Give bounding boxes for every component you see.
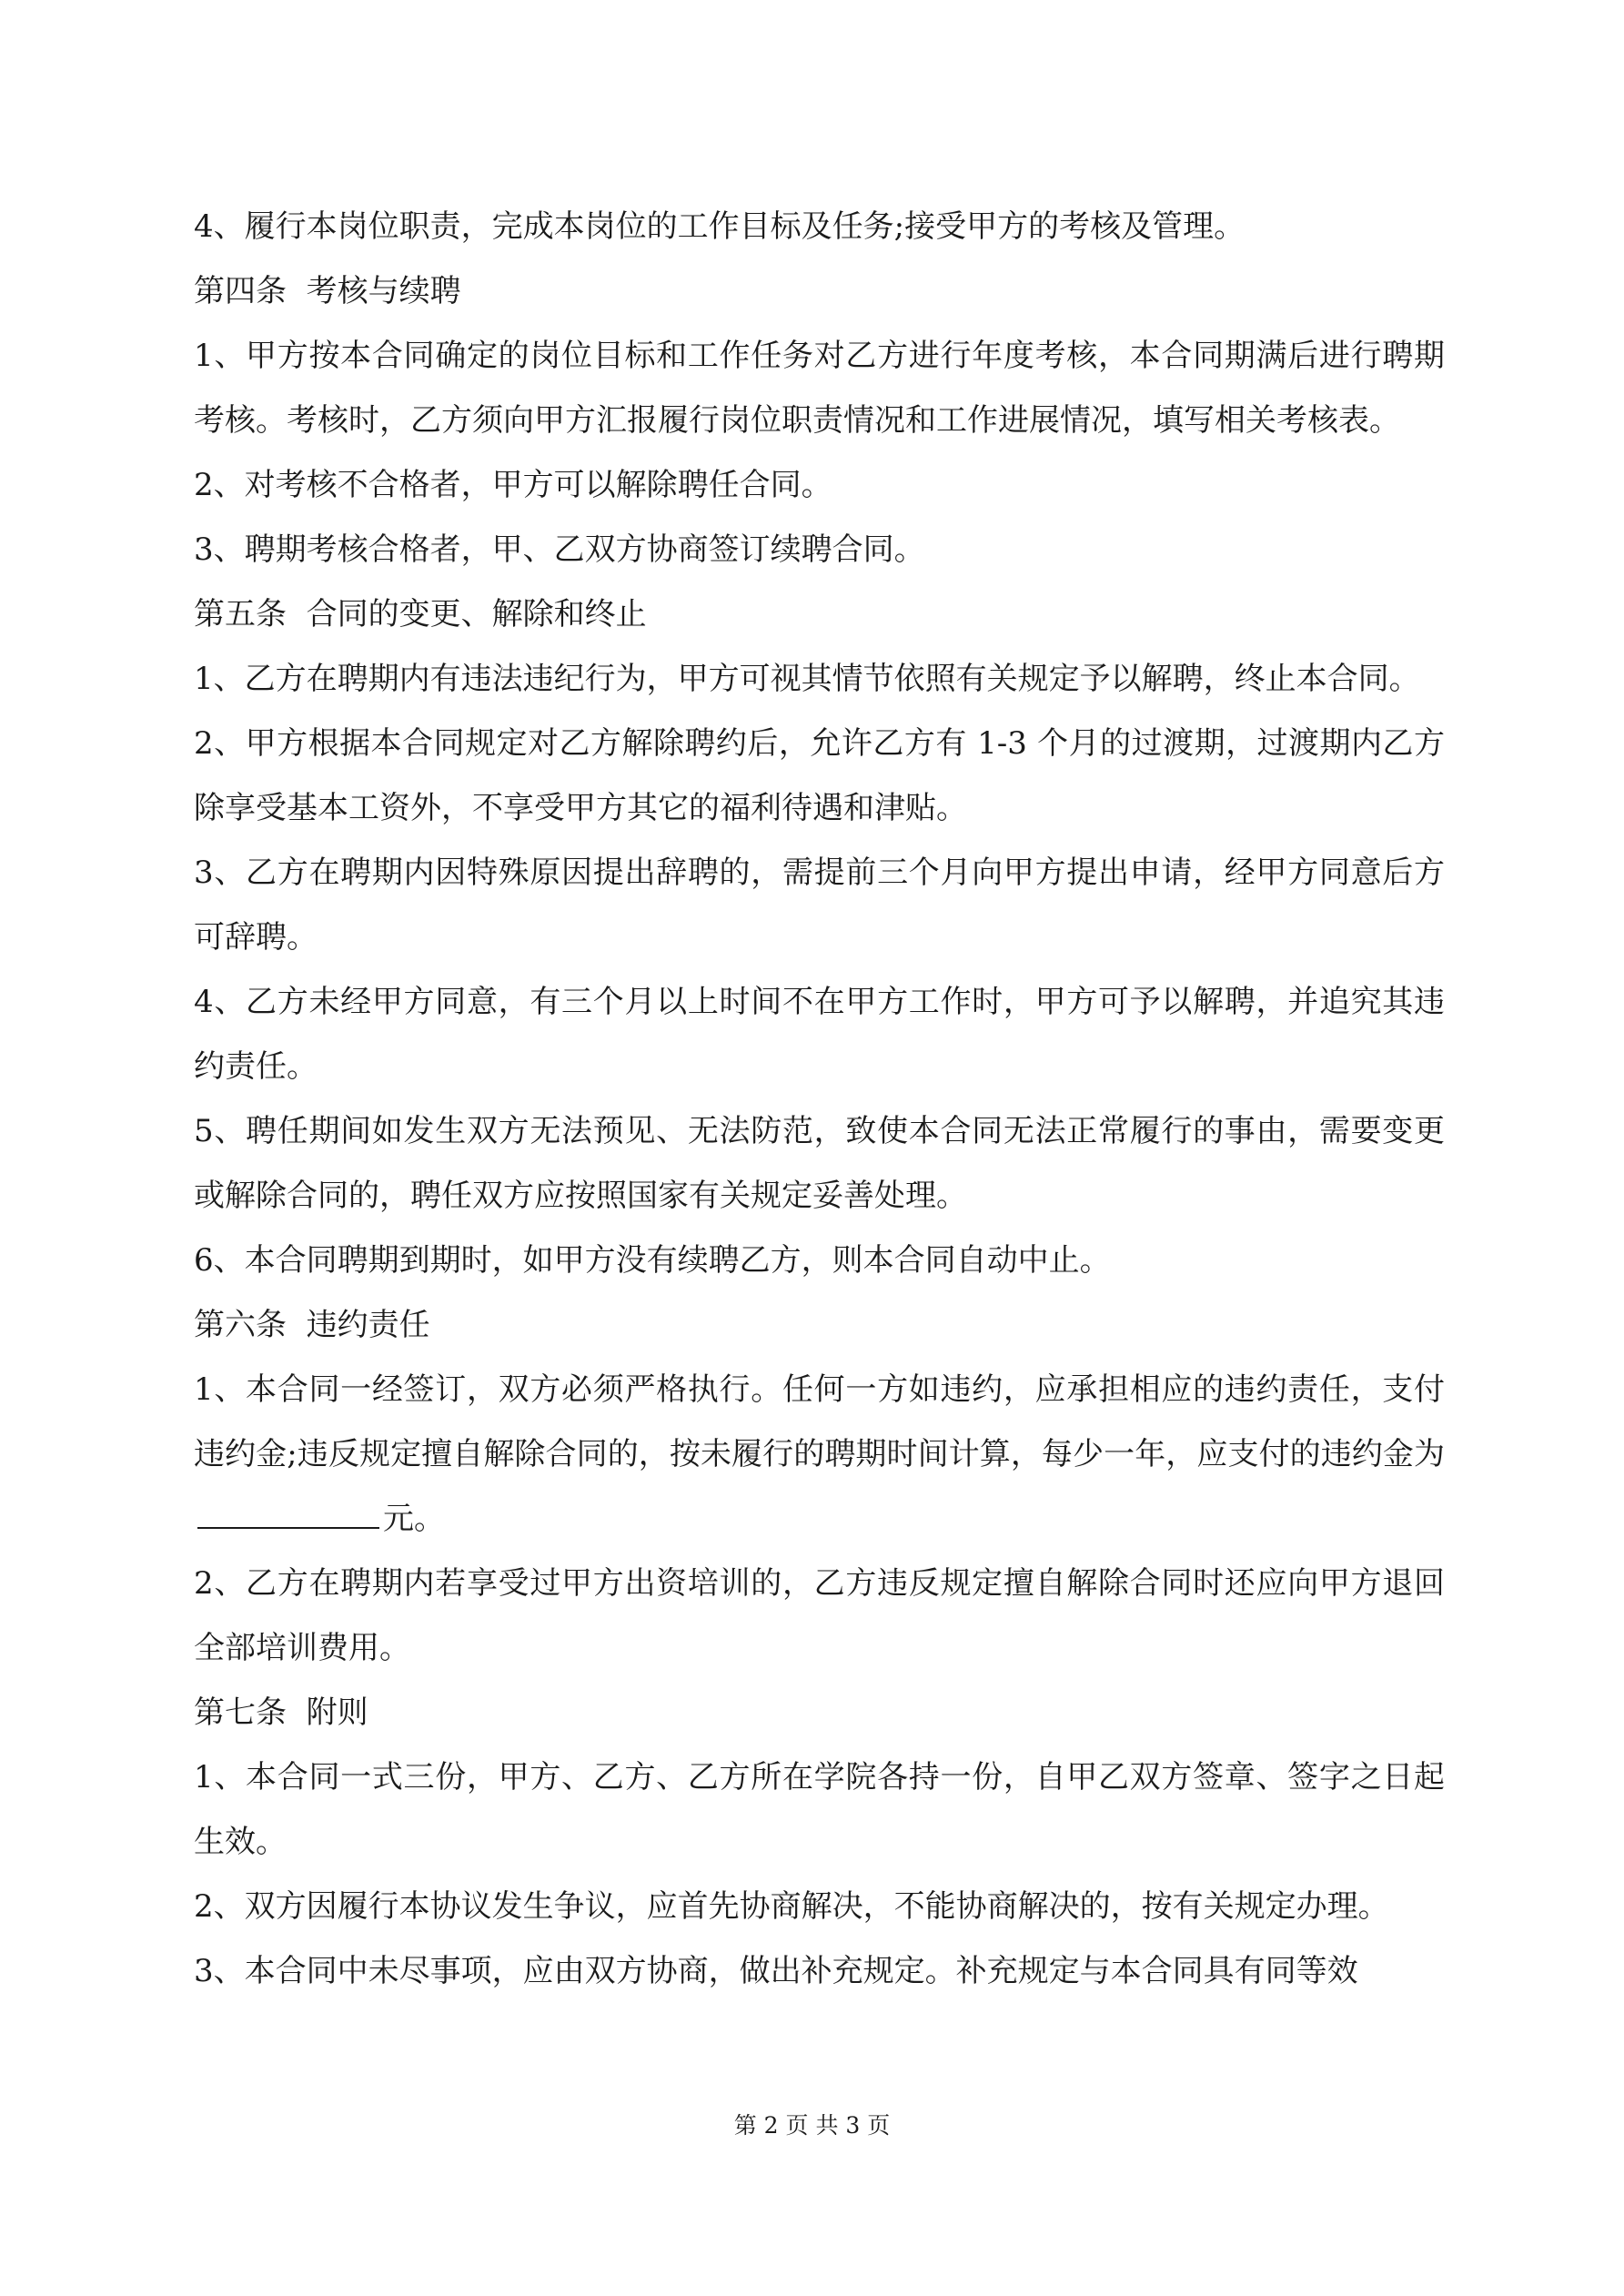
penalty-clause-unit: 元。 (383, 1501, 445, 1537)
document-body (194, 195, 1445, 2004)
clause-paragraph: 1、本合同一式三份，甲方、乙方、乙方所在学院各持一份，自甲乙双方签章、签字之日起生效。 (194, 1759, 1445, 1860)
article-heading: 第七条 附则 (194, 1694, 368, 1731)
clause-paragraph: 2、甲方根据本合同规定对乙方解除聘约后，允许乙方有 1-3 个月的过渡期，过渡期内乙方除享受基本工资外，不享受甲方其它的福利待遇和津贴。 (194, 725, 1445, 826)
clause-paragraph: 1、乙方在聘期内有违法违纪行为，甲方可视其情节依照有关规定予以解聘，终止本合同。 (194, 661, 1420, 697)
clause-paragraph: 3、乙方在聘期内因特殊原因提出辞聘的，需提前三个月向甲方提出申请，经甲方同意后方可辞聘。 (194, 855, 1445, 956)
clause-paragraph: 2、乙方在聘期内若享受过甲方出资培训的，乙方违反规定擅自解除合同时还应向甲方退回全部培训费用。 (194, 1565, 1445, 1666)
clause-paragraph: 6、本合同聘期到期时，如甲方没有续聘乙方，则本合同自动中止。 (194, 1242, 1111, 1279)
article-heading: 第五条 合同的变更、解除和终止 (194, 596, 647, 632)
clause-paragraph: 3、本合同中未尽事项，应由双方协商，做出补充规定。补充规定与本合同具有同等效 (194, 1953, 1358, 1989)
penalty-clause-text: 1、本合同一经签订，双方必须严格执行。任何一方如违约，应承担相应的违约责任，支付违约金;违反规定擅自解除合同的，按未履行的聘期时间计算，每少一年，应支付的违约金为 (194, 1371, 1445, 1472)
clause-paragraph: 4、乙方未经甲方同意，有三个月以上时间不在甲方工作时，甲方可予以解聘，并追究其违约责任。 (194, 984, 1445, 1085)
clause-paragraph: 5、聘任期间如发生双方无法预见、无法防范，致使本合同无法正常履行的事由，需要变更或解除合同的，聘任双方应按照国家有关规定妥善处理。 (194, 1113, 1445, 1214)
clause-paragraph: 2、对考核不合格者，甲方可以解除聘任合同。 (194, 467, 832, 503)
page-number-footer: 第 2 页 共 3 页 (733, 2112, 891, 2139)
amount-blank-line (197, 1502, 379, 1529)
clause-paragraph: 3、聘期考核合格者，甲、乙双方协商签订续聘合同。 (194, 531, 925, 568)
clause-paragraph: 2、双方因履行本协议发生争议，应首先协商解决，不能协商解决的，按有关规定办理。 (194, 1888, 1389, 1925)
penalty-clause (194, 1358, 1445, 1552)
clause-paragraph: 1、甲方按本合同确定的岗位目标和工作任务对乙方进行年度考核，本合同期满后进行聘期考核。考核时，乙方须向甲方汇报履行岗位职责情况和工作进展情况，填写相关考核表。 (194, 338, 1445, 439)
article-heading: 第六条 违约责任 (194, 1307, 430, 1343)
clause-paragraph: 4、履行本岗位职责，完成本岗位的工作目标及任务;接受甲方的考核及管理。 (194, 208, 1246, 245)
article-heading: 第四条 考核与续聘 (194, 273, 461, 309)
